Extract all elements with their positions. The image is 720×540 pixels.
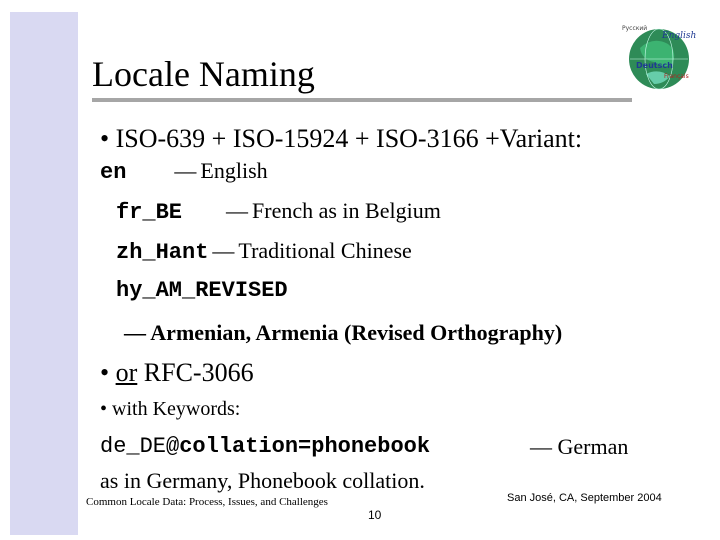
bullet-marker: •: [100, 398, 108, 420]
bullet-iso-line: [100, 124, 582, 154]
keyword-description: German: [557, 434, 629, 459]
example-fr-be: [116, 198, 441, 225]
dash: —: [212, 238, 235, 263]
example-hy-am-revised-code: [116, 278, 288, 303]
logo-word-francais: Français: [664, 73, 689, 80]
locale-code: zh_Hant: [116, 240, 209, 265]
bullet-keywords-line: [100, 398, 240, 421]
left-accent-bar: [10, 12, 78, 535]
logo-word-deutsch: Deutsch: [636, 61, 673, 70]
locale-code: en: [100, 160, 127, 185]
iso-standards-text: ISO-639 + ISO-15924 + ISO-3166 +Variant:: [115, 124, 583, 153]
bullet-rfc-line: [100, 358, 254, 388]
logo-word-top: Русский: [622, 25, 648, 32]
keyword-example-continuation: as in Germany, Phonebook collation.: [100, 468, 425, 493]
dash: —: [530, 434, 552, 459]
rfc-text: RFC-3066: [143, 358, 254, 387]
bullet-marker: •: [100, 124, 110, 153]
locale-code: fr_BE: [116, 200, 183, 225]
example-zh-hant: [116, 238, 412, 265]
footer-location-date: San José, CA, September 2004: [507, 492, 662, 504]
dash: —: [174, 158, 197, 183]
bullet-marker: •: [100, 358, 110, 387]
dash: —: [226, 198, 249, 223]
example-en: [100, 158, 268, 185]
keyword-example-desc: [530, 434, 628, 460]
locale-code: hy_AM_REVISED: [116, 278, 288, 303]
keyword-example-code: [100, 434, 430, 459]
footer-title: Common Locale Data: Process, Issues, and Challenges: [86, 496, 328, 508]
locale-description: English: [200, 158, 268, 183]
locale-description: Armenian, Armenia (Revised Orthography): [150, 320, 563, 345]
locale-description: Traditional Chinese: [238, 238, 412, 263]
keywords-label: with Keywords:: [112, 398, 241, 420]
code-prefix: de_DE@: [100, 434, 180, 459]
locale-description: French as in Belgium: [252, 198, 441, 223]
dash: —: [124, 320, 146, 345]
logo-word-english: English: [662, 31, 697, 41]
or-word: or: [115, 358, 138, 387]
slide-title: Locale Naming: [92, 54, 315, 94]
globe-logo-icon: [618, 18, 700, 100]
page-number: 10: [368, 508, 382, 522]
example-hy-am-revised-desc: [124, 320, 562, 346]
title-underline: [92, 98, 632, 102]
code-keyword: collation=phonebook: [179, 434, 431, 459]
